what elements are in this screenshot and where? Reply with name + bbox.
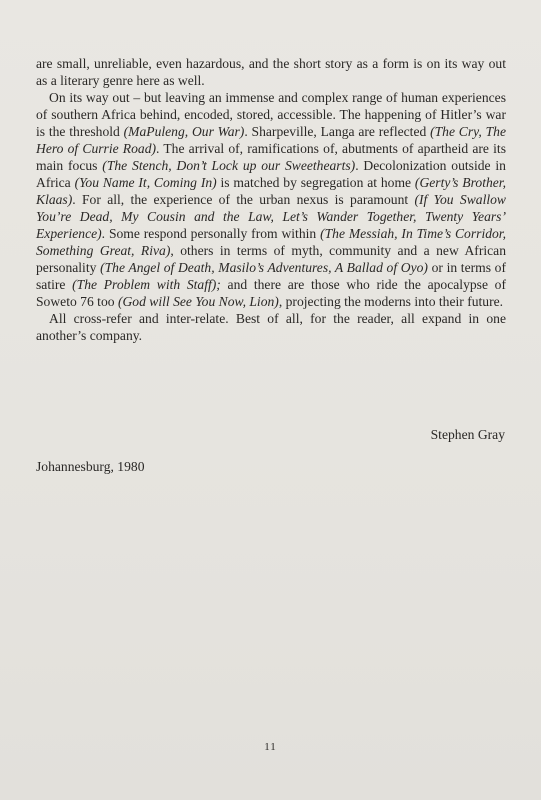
text-segment: . Sharpeville, Langa are reflected (244, 124, 431, 139)
story-title-reference: (MaPuleng, Our War) (123, 124, 245, 139)
text-segment: On its way out – but leaving an immense and complex range of human experiences of southern Africa behind, encoded, stored, accessible. The happening of Hitler’s war is the threshold (36, 90, 506, 139)
story-title-reference: (You Name It, Coming In) (74, 175, 217, 190)
story-title-reference: (The Angel of Death, Masilo’s Adventures, A Ballad of Oyo) (100, 260, 428, 275)
story-title-reference: (The Problem with Staff); (72, 277, 221, 292)
place-and-date: Johannesburg, 1980 (36, 459, 145, 474)
text-segment: . For all, the experience of the urban nexus is paramount (72, 192, 415, 207)
paragraph (36, 89, 506, 310)
text-segment: or in terms of satire (36, 260, 506, 292)
story-title-reference: (The Cry, The Hero of Currie Road) (36, 124, 506, 156)
text-segment: are small, unreliable, even hazardous, and the short story as a form is on its way out as a literary genre here as well. (36, 56, 506, 88)
text-segment: . Decolonization outside in Africa (36, 158, 506, 190)
text-segment: is matched by segregation at home (216, 175, 415, 190)
story-title-reference: (If You Swallow You’re Dead, My Cousin and the Law, Let’s Wander Together, Twenty Years’ Experience) (36, 192, 506, 241)
story-title-reference: (The Stench, Don’t Lock up our Sweethearts) (102, 158, 356, 173)
text-segment: and there are those who ride the apocalypse of Soweto 76 too (36, 277, 506, 309)
body-text (36, 55, 506, 344)
text-segment: , others in terms of myth, community and a new African personality (36, 243, 506, 275)
text-segment: All cross-refer and inter-relate. Best of all, for the reader, all expand in one another’s company. (36, 311, 506, 343)
text-segment: . Some respond personally from within (101, 226, 321, 241)
text-segment: . The arrival of, ramifications of, abutments of apartheid are its main focus (36, 141, 506, 173)
author-signature: Stephen Gray (430, 427, 505, 442)
page-number: 11 (264, 741, 277, 753)
story-title-reference: (The Messiah, In Time’s Corridor, Something Great, Riva) (36, 226, 506, 258)
text-segment: , projecting the moderns into their future. (278, 294, 504, 309)
paragraph (36, 310, 506, 344)
paragraph (36, 55, 506, 89)
story-title-reference: (God will See You Now, Lion) (117, 294, 279, 309)
story-title-reference: (Gerty’s Brother, Klaas) (36, 175, 506, 207)
